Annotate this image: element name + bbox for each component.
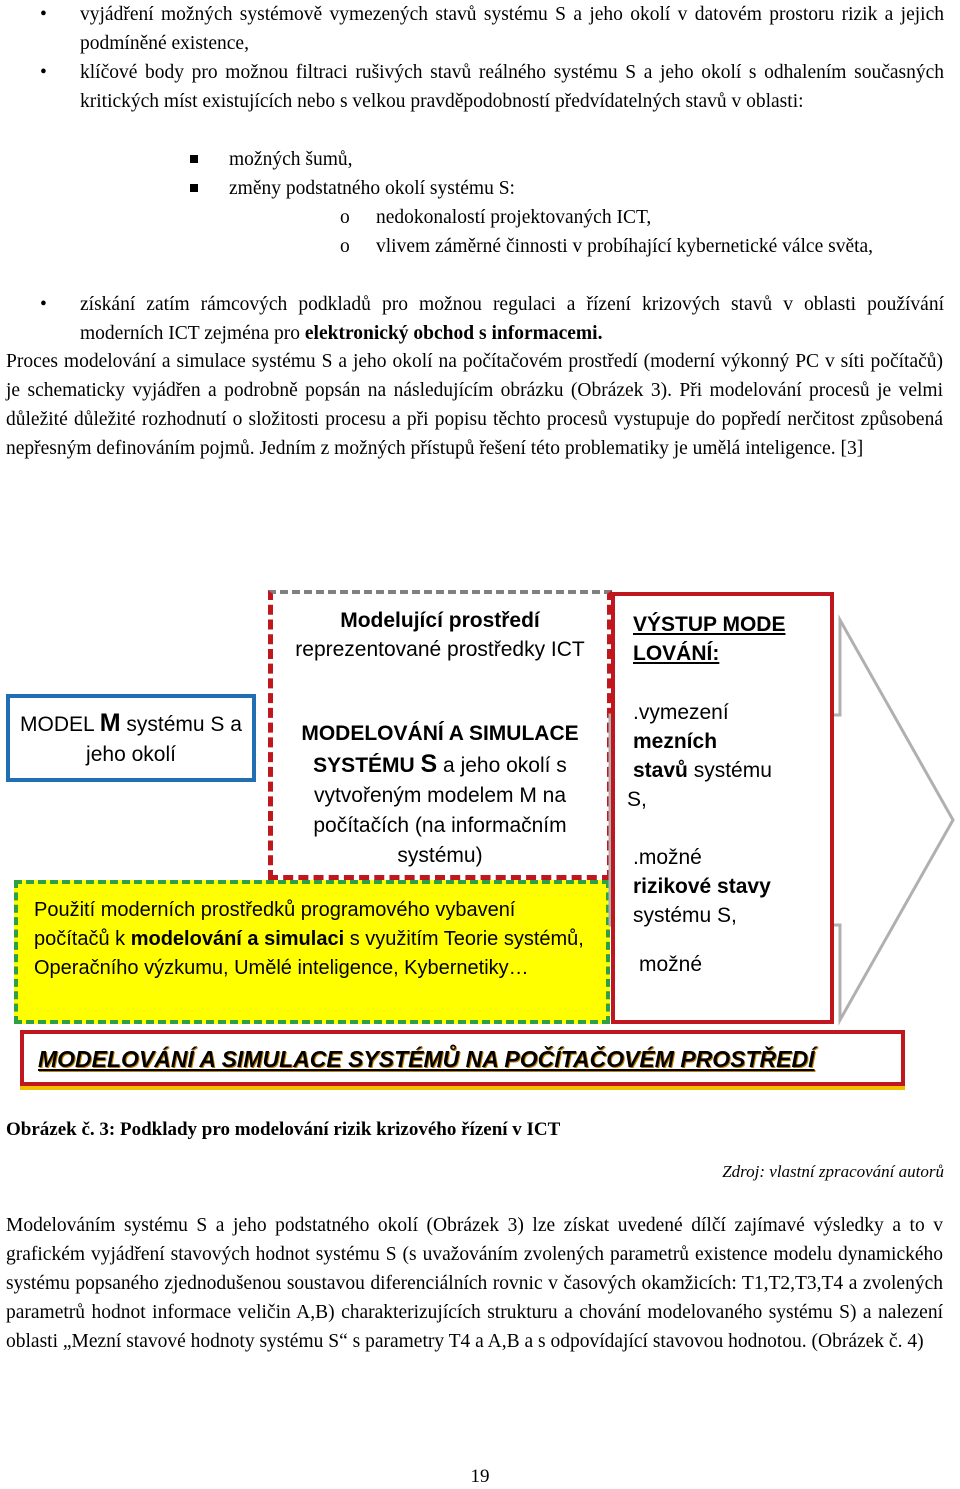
list-item: • klíčové body pro možnou filtraci rušivých stavů reálného systému S a jeho okolí s odhalením současných kritických míst existujících nebo s velkou pravděpodobností předvídatelných stavů v oblasti: bbox=[40, 62, 944, 112]
bullet-text: vyjádření možných systémově vymezených stavů systému S a jeho okolí v datovém prostoru rizik a jejich podmíněné existence, bbox=[80, 4, 944, 54]
figure-source: Zdroj: vlastní zpracování autorů bbox=[722, 1162, 944, 1181]
simulation-text: MODELOVÁNÍ A SIMULACE SYSTÉMU S a jeho okolí s vytvořeným modelem M na počítačích (na informačním systému) bbox=[301, 722, 579, 867]
sub-bullet-text: změny podstatného okolí systému S: bbox=[229, 178, 515, 199]
output-item: možné bbox=[639, 953, 703, 972]
bullet-text: získání zatím rámcových podkladů pro možnou regulaci a řízení krizových stavů v oblasti používání moderních ICT zejména pro bbox=[80, 294, 944, 344]
sub-list-item bbox=[229, 174, 944, 203]
paragraph: Proces modelování a simulace systému S a jeho okolí na počítačovém prostředí (moderní výkonný PC v síti počítačů) je schematicky vyjádřen a podrobně popsán na následujícím obrázku (Obrázek 3). Při modelování procesů je velmi důležité důležité rozhodnutí o složitosti procesu a při popisu těchto procesů vystupuje do popředí nerčitost způsobená nepřesným definováním pojmů. Jedním z možných přístupů řešení této problematiky je umělá inteligence. [3] bbox=[6, 351, 943, 459]
list-item: • vyjádření možných systémově vymezených stavů systému S a jeho okolí v datovém prostoru rizik a jejich podmíněné existence, bbox=[40, 4, 944, 54]
bottom-bar: MODELOVÁNÍ A SIMULACE SYSTÉMŮ NA POČÍTAČOVÉM PROSTŘEDÍ bbox=[20, 1030, 905, 1086]
output-item: .vymezení mezních stavů systému S, bbox=[627, 701, 772, 811]
page-number: 19 bbox=[470, 1466, 490, 1487]
sub-sub-bullet-text: nedokonalostí projektovaných ICT, bbox=[376, 207, 652, 228]
sub-sub-list-item: o vlivem záměrné činnosti v probíhající kybernetické válce světa, bbox=[340, 236, 874, 257]
bullet-text-bold: elektronický obchod s informacemi. bbox=[304, 323, 603, 344]
environment-title: Modelující prostředí reprezentované prostředky ICT bbox=[295, 609, 585, 661]
output-title: VÝSTUP MODELOVÁNÍ: bbox=[633, 613, 786, 665]
paragraph: Modelováním systému S a jeho podstatného okolí (Obrázek 3) lze získat uvedené dílčí zajímavé výsledky a to v grafickém vyjádření stavových hodnot systému S (s uvažováním zvolených parametrů existence modelu dynamického systému popsaného zjednodušenou soustavou diferenciálních rovnic v časových okamžicích: T1,T2,T3,T4 a zvolených parametrů hodnot informace veličin A,B) charakterizujících strukturu a chování modelovaného systému S) a nalezení oblasti „Mezní stavové hodnoty systému S“ s parametry T4 a A,B a s odpovídající stavovou hodnotou. (Obrázek č. 4) bbox=[6, 1215, 943, 1352]
model-box: MODEL M systému S a jeho okolí bbox=[6, 694, 256, 782]
list-item: • získání zatím rámcových podkladů pro možnou regulaci a řízení krizových stavů v oblasti používání moderních ICT zejména pro elektronický obchod s informacemi. bbox=[40, 294, 944, 344]
sub-sub-bullet-text: vlivem záměrné činnosti v probíhající kybernetické válce světa, bbox=[376, 236, 874, 257]
sub-bullet-text: možných šumů, bbox=[229, 149, 353, 170]
diagram bbox=[0, 580, 960, 1090]
output-box bbox=[611, 592, 834, 1024]
software-box: Použití moderních prostředků programového vybavení počítačů k modelování a simulaci s využitím Teorie systémů, Operačního výzkumu, Umělé inteligence, Kybernetiky… bbox=[14, 880, 610, 1024]
sub-sub-list-item: o nedokonalostí projektovaných ICT, bbox=[340, 207, 652, 228]
output-item: .možné rizikové stavy systému S, bbox=[633, 846, 771, 927]
figure-caption: Obrázek č. 3: Podklady pro modelování rizik krizového řízení v ICT bbox=[6, 1119, 561, 1140]
sub-list-item bbox=[229, 145, 944, 174]
bullet-text: klíčové body pro možnou filtraci rušivých stavů reálného systému S a jeho okolí s odhalením současných kritických míst existujících nebo s velkou pravděpodobností předvídatelných stavů v oblasti: bbox=[80, 62, 944, 112]
